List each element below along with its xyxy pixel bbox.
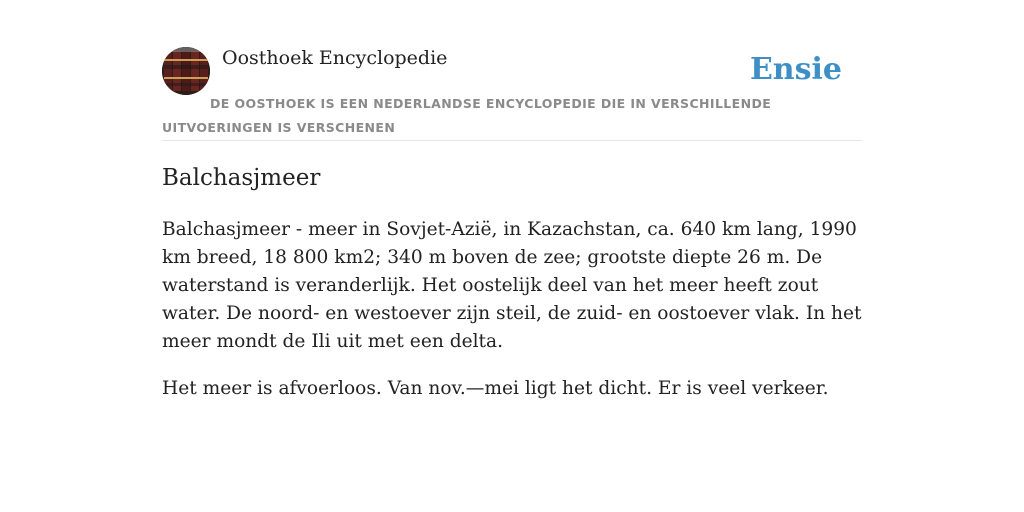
- entry-paragraph: Balchasjmeer - meer in Sovjet-Azië, in Kazachstan, ca. 640 km lang, 1990 km breed, 18 800 km2; 340 m boven de zee; grootste diepte 26 m. De waterstand is veranderlijk. Het oostelijk deel van het meer heeft zout water. De noord- en westoever zijn steil, de zuid- en oostoever vlak. In het meer mondt de Ili uit met een delta.: [162, 219, 862, 352]
- entry-content: [162, 160, 862, 422]
- entry-title: Balchasjmeer: [162, 165, 321, 191]
- source-title[interactable]: Oosthoek Encyclopedie: [222, 47, 448, 69]
- entry-paragraph: Het meer is afvoerloos. Van nov.—mei ligt het dicht. Er is veel verkeer.: [162, 378, 829, 399]
- source-description: DE OOSTHOEK IS EEN NEDERLANDSE ENCYCLOPEDIE DIE IN VERSCHILLENDE UITVOERINGEN IS VERSCHENEN: [162, 96, 772, 135]
- encyclopedia-books-icon[interactable]: [162, 47, 210, 95]
- source-header: [162, 44, 862, 141]
- brand-logo[interactable]: Ensie: [749, 52, 842, 87]
- entry-body: [162, 216, 862, 403]
